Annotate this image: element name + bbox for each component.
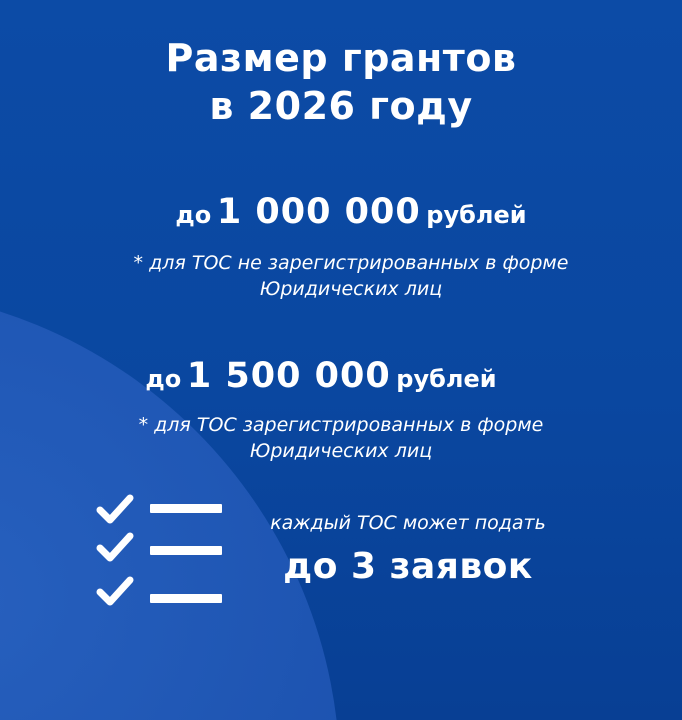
checklist-graphic <box>96 488 236 618</box>
applications-subtitle: каждый ТОС может подать <box>270 512 546 534</box>
checklist-line <box>150 546 222 555</box>
checklist-line <box>150 594 222 603</box>
grant-amount-1-prefix: до <box>175 201 212 229</box>
grant-note-2-line-1: * для ТОС зарегистрированных в форме <box>138 414 544 436</box>
title-line-2: в 2026 году <box>209 84 473 128</box>
grant-amount-2 <box>0 356 662 396</box>
grant-note-2 <box>0 412 682 464</box>
grant-note-1-line-1: * для ТОС не зарегистрированных в форме <box>133 252 569 274</box>
grant-note-1-line-2: Юридических лиц <box>259 278 443 300</box>
checkmark-icon <box>96 576 134 608</box>
title-line-1: Размер грантов <box>165 36 517 80</box>
grant-note-1 <box>10 250 682 302</box>
applications-limit: до 3 заявок <box>283 546 533 587</box>
checkmark-icon <box>96 532 134 564</box>
grant-note-2-line-2: Юридических лиц <box>249 440 433 462</box>
checkmark-icon <box>96 494 134 526</box>
grant-amount-1-value: 1 000 000 <box>216 192 421 232</box>
checklist-line <box>150 504 222 513</box>
grant-amount-2-prefix: до <box>145 365 182 393</box>
grant-amount-2-currency: рублей <box>396 365 497 393</box>
page-title <box>0 34 682 130</box>
grant-amount-1 <box>10 192 682 232</box>
grant-amount-2-value: 1 500 000 <box>186 356 391 396</box>
grant-amount-1-currency: рублей <box>426 201 527 229</box>
